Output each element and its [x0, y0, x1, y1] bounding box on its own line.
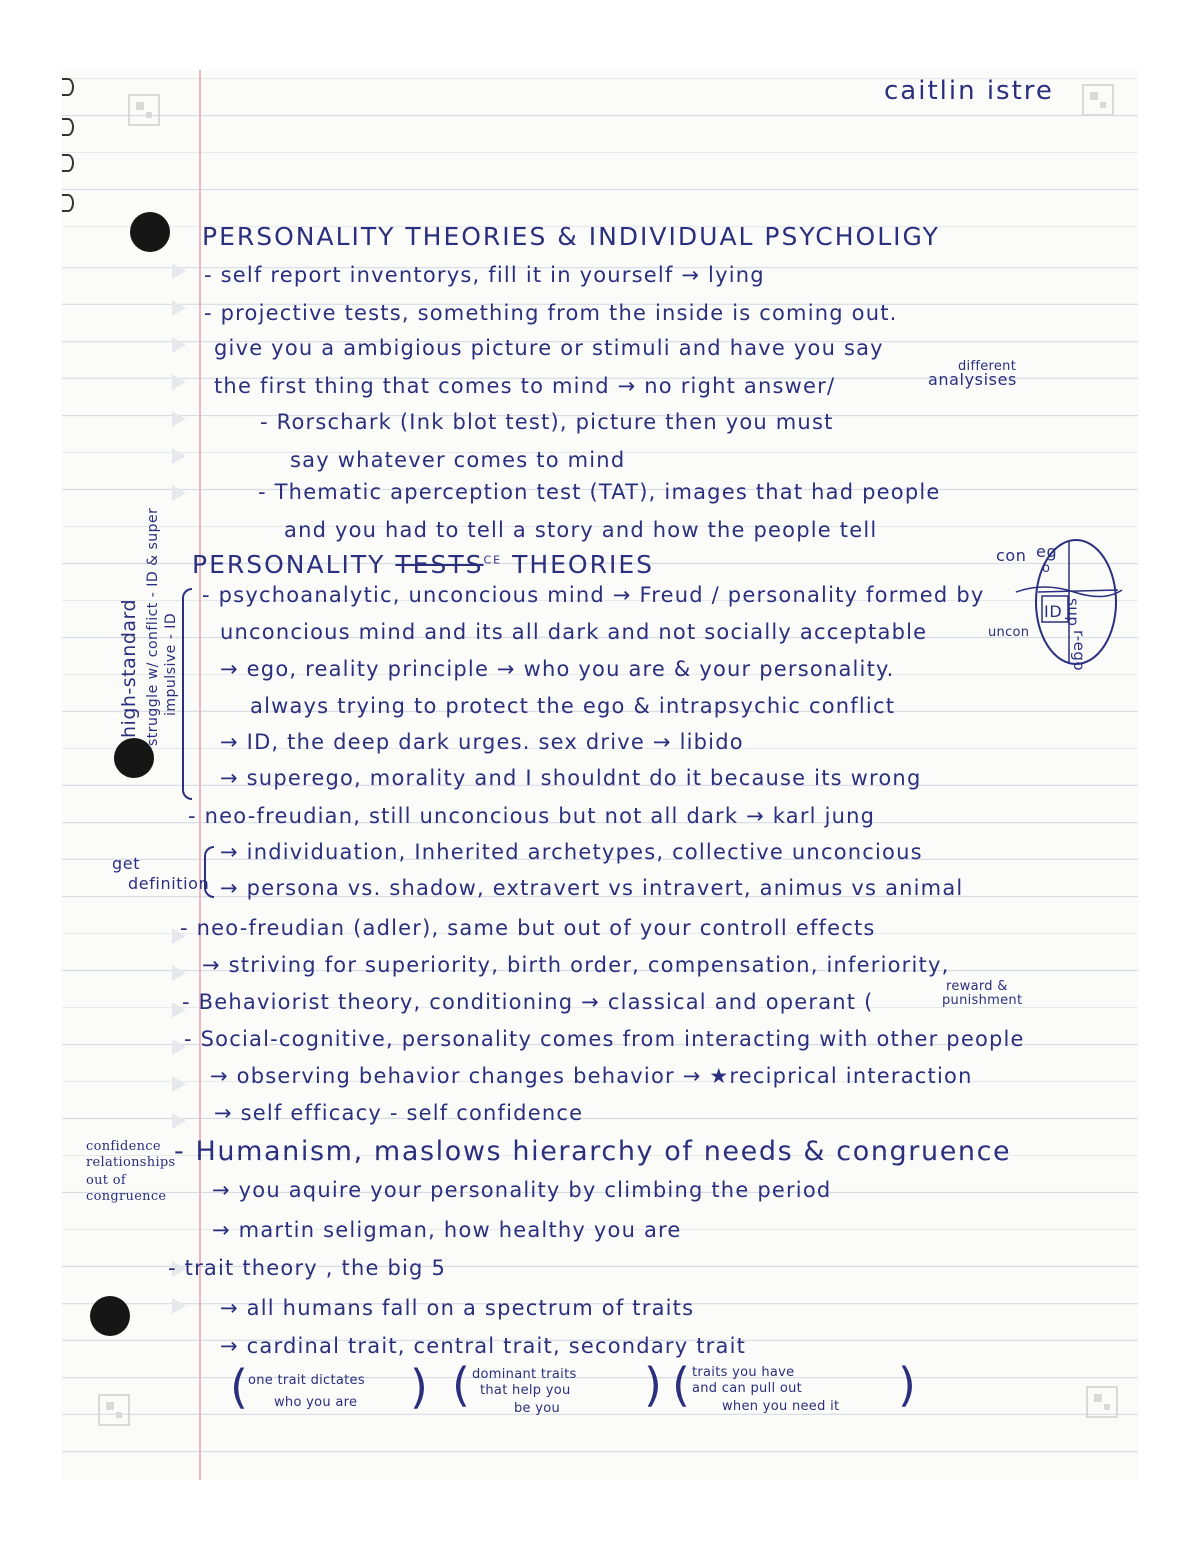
paren-open: (: [452, 1358, 470, 1412]
trait-definition: and can pull out: [692, 1381, 803, 1396]
corner-code-icon: [1082, 84, 1114, 116]
line-marker: [172, 1113, 186, 1129]
note-annotation: punishment: [942, 993, 1023, 1008]
note-line: → superego, morality and I shouldnt do it because its wrong: [220, 766, 922, 790]
note-line: the first thing that comes to mind → no right answer/: [214, 374, 836, 398]
trait-definition: be you: [514, 1401, 561, 1416]
diagram-label-super: sup: [1064, 598, 1082, 627]
margin-note-get: get: [112, 854, 141, 873]
section-title-struck: TESTS: [395, 550, 484, 579]
paren-close: ): [898, 1358, 916, 1412]
note-line: → all humans fall on a spectrum of traits: [220, 1296, 695, 1320]
note-line: - Social-cognitive, personality comes from interacting with other people: [184, 1027, 1025, 1051]
margin-bracket: [182, 588, 192, 800]
note-line: unconcious mind and its all dark and not socially acceptable: [220, 620, 928, 644]
note-line: say whatever comes to mind: [290, 448, 626, 472]
trait-definition: one trait dictates: [248, 1373, 365, 1388]
margin-note-confidence: out of: [86, 1173, 126, 1188]
note-line: → self efficacy - self confidence: [214, 1101, 584, 1125]
note-line: → striving for superiority, birth order, compensation, inferiority,: [202, 953, 950, 977]
note-line: - neo-freudian, still unconcious but not all dark → karl jung: [188, 804, 876, 828]
note-line: give you a ambigious picture or stimuli and have you say: [214, 336, 884, 360]
binder-edge-mark: [62, 154, 74, 172]
section-title-word: THEORIES: [512, 550, 655, 579]
corner-code-icon: [98, 1394, 130, 1426]
note-line: → martin seligman, how healthy you are: [212, 1218, 682, 1242]
note-line: - trait theory , the big 5: [168, 1256, 447, 1280]
binder-edge-mark: [62, 118, 74, 136]
diagram-label-id: ID: [1044, 602, 1063, 621]
margin-note-confidence: congruence: [86, 1189, 167, 1204]
note-line: → individuation, Inherited archetypes, collective unconcious: [220, 840, 923, 864]
diagram-label-con: con: [996, 546, 1027, 565]
margin-note-definition: definition: [128, 874, 210, 893]
corner-code-icon: [1086, 1386, 1118, 1418]
note-line: → ID, the deep dark urges. sex drive → libido: [220, 730, 744, 754]
note-line: always trying to protect the ego & intrapsychic conflict: [250, 694, 896, 718]
trait-definition: traits you have: [692, 1365, 795, 1380]
binder-edge-mark: [62, 78, 74, 96]
line-marker: [172, 337, 186, 353]
section-title-sup: CE: [483, 553, 503, 567]
diagram-label-uncon: uncon: [988, 625, 1030, 640]
section-title-word: PERSONALITY: [192, 550, 386, 579]
note-line: - psychoanalytic, unconcious mind → Freud / personality formed by: [202, 583, 985, 607]
note-annotation: reward &: [946, 979, 1008, 994]
note-line: - Behaviorist theory, conditioning → classical and operant (: [182, 990, 874, 1014]
trait-definition: who you are: [274, 1395, 358, 1410]
line-marker: [172, 300, 186, 316]
punch-hole: [90, 1296, 130, 1336]
paren-close: ): [644, 1358, 662, 1412]
line-marker: [172, 374, 186, 390]
trait-definition: dominant traits: [472, 1367, 577, 1382]
paren-open: (: [672, 1358, 690, 1412]
note-annotation: different: [958, 359, 1017, 374]
note-line: → ego, reality principle → who you are & your personality.: [220, 657, 895, 681]
note-annotation: analysises: [928, 370, 1017, 389]
note-line: → observing behavior changes behavior → ★reciprical interaction: [210, 1064, 973, 1088]
line-marker: [172, 1298, 186, 1314]
margin-bracket: [204, 846, 214, 898]
note-line: - neo-freudian (adler), same but out of your controll effects: [180, 916, 876, 940]
line-marker: [172, 965, 186, 981]
diagram-label-ego-sub: o: [1042, 561, 1051, 576]
author-name: caitlin istre: [884, 76, 1054, 106]
margin-note-confidence: confidence: [86, 1139, 161, 1154]
diagram-label-ego: eg: [1036, 542, 1058, 561]
note-line: → you aquire your personality by climbing the period: [212, 1178, 832, 1202]
margin-note-struggle: struggle w/ conflict - ID & super: [145, 507, 161, 746]
note-line: - Thematic aperception test (TAT), images that had people: [258, 480, 941, 504]
trait-definition: that help you: [480, 1383, 571, 1398]
line-marker: [172, 448, 186, 464]
margin-note-high-standard: high-standard: [118, 598, 140, 738]
diagram-label-r-ego: r-ego: [1070, 630, 1088, 672]
punch-hole: [130, 212, 170, 252]
note-line: - self report inventorys, fill it in yourself → lying: [204, 263, 765, 287]
line-marker: [172, 263, 186, 279]
note-line: → persona vs. shadow, extravert vs intravert, animus vs animal: [220, 876, 964, 900]
paren-open: (: [230, 1360, 248, 1414]
margin-note-impulsive: impulsive - ID: [163, 612, 179, 716]
note-line: - projective tests, something from the inside is coming out.: [204, 301, 898, 325]
trait-definition: when you need it: [722, 1399, 840, 1414]
note-line: - Humanism, maslows hierarchy of needs & congruence: [174, 1136, 1012, 1167]
page-title: PERSONALITY THEORIES & INDIVIDUAL PSYCHOLIGY: [202, 222, 940, 251]
note-line: - Rorschark (Ink blot test), picture then you must: [260, 410, 834, 434]
margin-note-confidence: relationships: [86, 1155, 176, 1170]
line-marker: [172, 411, 186, 427]
line-marker: [172, 1076, 186, 1092]
binder-edge-mark: [62, 194, 74, 212]
corner-code-icon: [128, 94, 160, 126]
notebook-page: [62, 70, 1138, 1480]
line-marker: [172, 485, 186, 501]
note-line: and you had to tell a story and how the people tell: [284, 518, 878, 542]
section-title: [192, 552, 654, 577]
note-line: → cardinal trait, central trait, secondary trait: [220, 1334, 747, 1358]
paren-close: ): [410, 1360, 428, 1414]
